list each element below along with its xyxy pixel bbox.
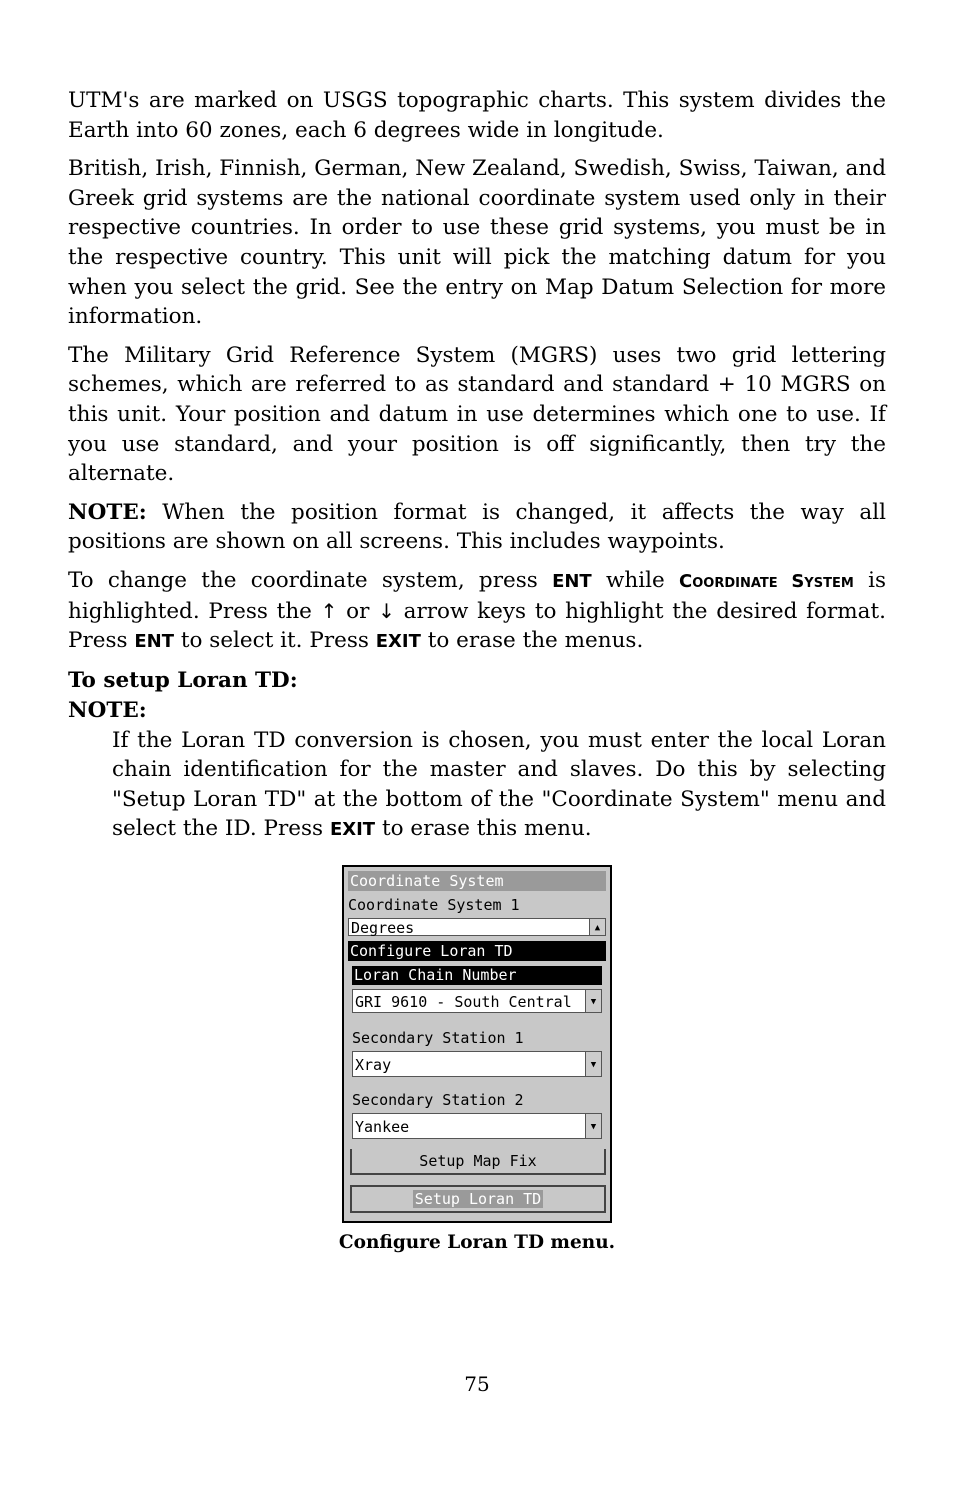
key-exit: EXIT <box>329 819 376 841</box>
chevron-down-icon[interactable]: ▼ <box>585 990 601 1012</box>
loran-chain-select[interactable] <box>352 989 602 1013</box>
scroll-up-icon[interactable]: ▲ <box>589 919 605 935</box>
section-heading: To setup Loran TD: <box>68 667 298 693</box>
paragraph-note <box>68 498 886 557</box>
note-label: NOTE: <box>68 499 147 525</box>
setup-loran-td-button[interactable] <box>350 1185 606 1213</box>
chevron-down-icon[interactable]: ▼ <box>585 1052 601 1076</box>
setup-map-fix-label: Setup Map Fix <box>419 1152 537 1170</box>
chevron-down-icon[interactable]: ▼ <box>585 1114 601 1138</box>
text-span: arrow keys to highlight the desired format. Press <box>68 598 886 654</box>
paragraph-mgrs: The Military Grid Reference System (MGRS) uses two grid lettering schemes, which are referred to as standard and standard + 10 MGRS on this unit. Your position and datum in use determines which one to use. If you use standard, and your position is off significantly, then try the alternate. <box>68 342 886 487</box>
text-span: to select it. Press <box>180 628 369 654</box>
setup-map-fix-button[interactable] <box>350 1149 606 1175</box>
page-number: 75 <box>464 1372 490 1396</box>
text-span: is highlighted. Press the <box>68 567 886 624</box>
secondary-station-1-select[interactable] <box>352 1051 602 1077</box>
arrow-up-icon: ↑ <box>320 598 338 623</box>
arrow-down-icon: ↓ <box>378 598 395 623</box>
paragraph-change-system <box>68 566 886 657</box>
text-span: To change the coordinate system, press <box>68 567 538 593</box>
figure-caption: Configure Loran TD menu. <box>338 1232 616 1253</box>
page-body <box>68 86 886 854</box>
note-label-2: NOTE: <box>68 697 147 723</box>
text-span: while <box>605 567 665 593</box>
setup-loran-td-label: Setup Loran TD <box>414 1190 542 1208</box>
text-span: to erase this menu. <box>381 816 592 842</box>
key-exit: EXIT <box>375 631 421 653</box>
coordinate-system-1-value: Degrees <box>351 919 415 937</box>
configure-loran-td-item[interactable]: Configure Loran TD <box>348 941 606 961</box>
secondary-station-2-value: Yankee <box>355 1118 410 1136</box>
coordinate-system-1-label: Coordinate System 1 <box>348 896 520 914</box>
paragraph-grids: British, Irish, Finnish, German, New Zealand, Swedish, Swiss, Taiwan, and Greek grid systems are the national coordinate system used only in their respective countries. In order to use these grid systems, you must be in the respective country. This unit will pick the matching datum for you when you select the grid. See the entry on Map Datum Selection for more information. <box>68 156 886 330</box>
secondary-station-1-value: Xray <box>355 1056 392 1074</box>
secondary-station-2-label: Secondary Station 2 <box>352 1091 524 1109</box>
menu-name-coordinate-system: Coordinate System <box>679 570 854 592</box>
key-ent: ENT <box>552 570 592 592</box>
secondary-station-2-select[interactable] <box>352 1113 602 1139</box>
key-ent: ENT <box>134 631 175 653</box>
text-span: If the Loran TD conversion is chosen, you must enter the local Loran chain identification for the master and slaves. Do this by selecting "Setup Loran TD" at the bottom of the "Coordinate System" menu and select the ID. Press <box>112 727 886 842</box>
paragraph-utm: UTM's are marked on USGS topographic charts. This system divides the Earth into 60 zones, each 6 degrees wide in longitude. <box>68 88 886 143</box>
loran-chain-number-label: Loran Chain Number <box>352 966 602 985</box>
loran-chain-value: GRI 9610 - South Central <box>355 993 572 1011</box>
menu-title: Coordinate System <box>348 871 606 891</box>
secondary-station-1-label: Secondary Station 1 <box>352 1029 524 1047</box>
text-span: or <box>346 598 370 624</box>
coordinate-system-1-field[interactable] <box>348 918 606 936</box>
paragraph-loran-note <box>112 726 886 845</box>
text-span: to erase the menus. <box>427 628 644 654</box>
note-text: When the position format is changed, it affects the way all positions are shown on all screens. This includes waypoints. <box>68 499 886 555</box>
device-screen <box>342 865 612 1223</box>
